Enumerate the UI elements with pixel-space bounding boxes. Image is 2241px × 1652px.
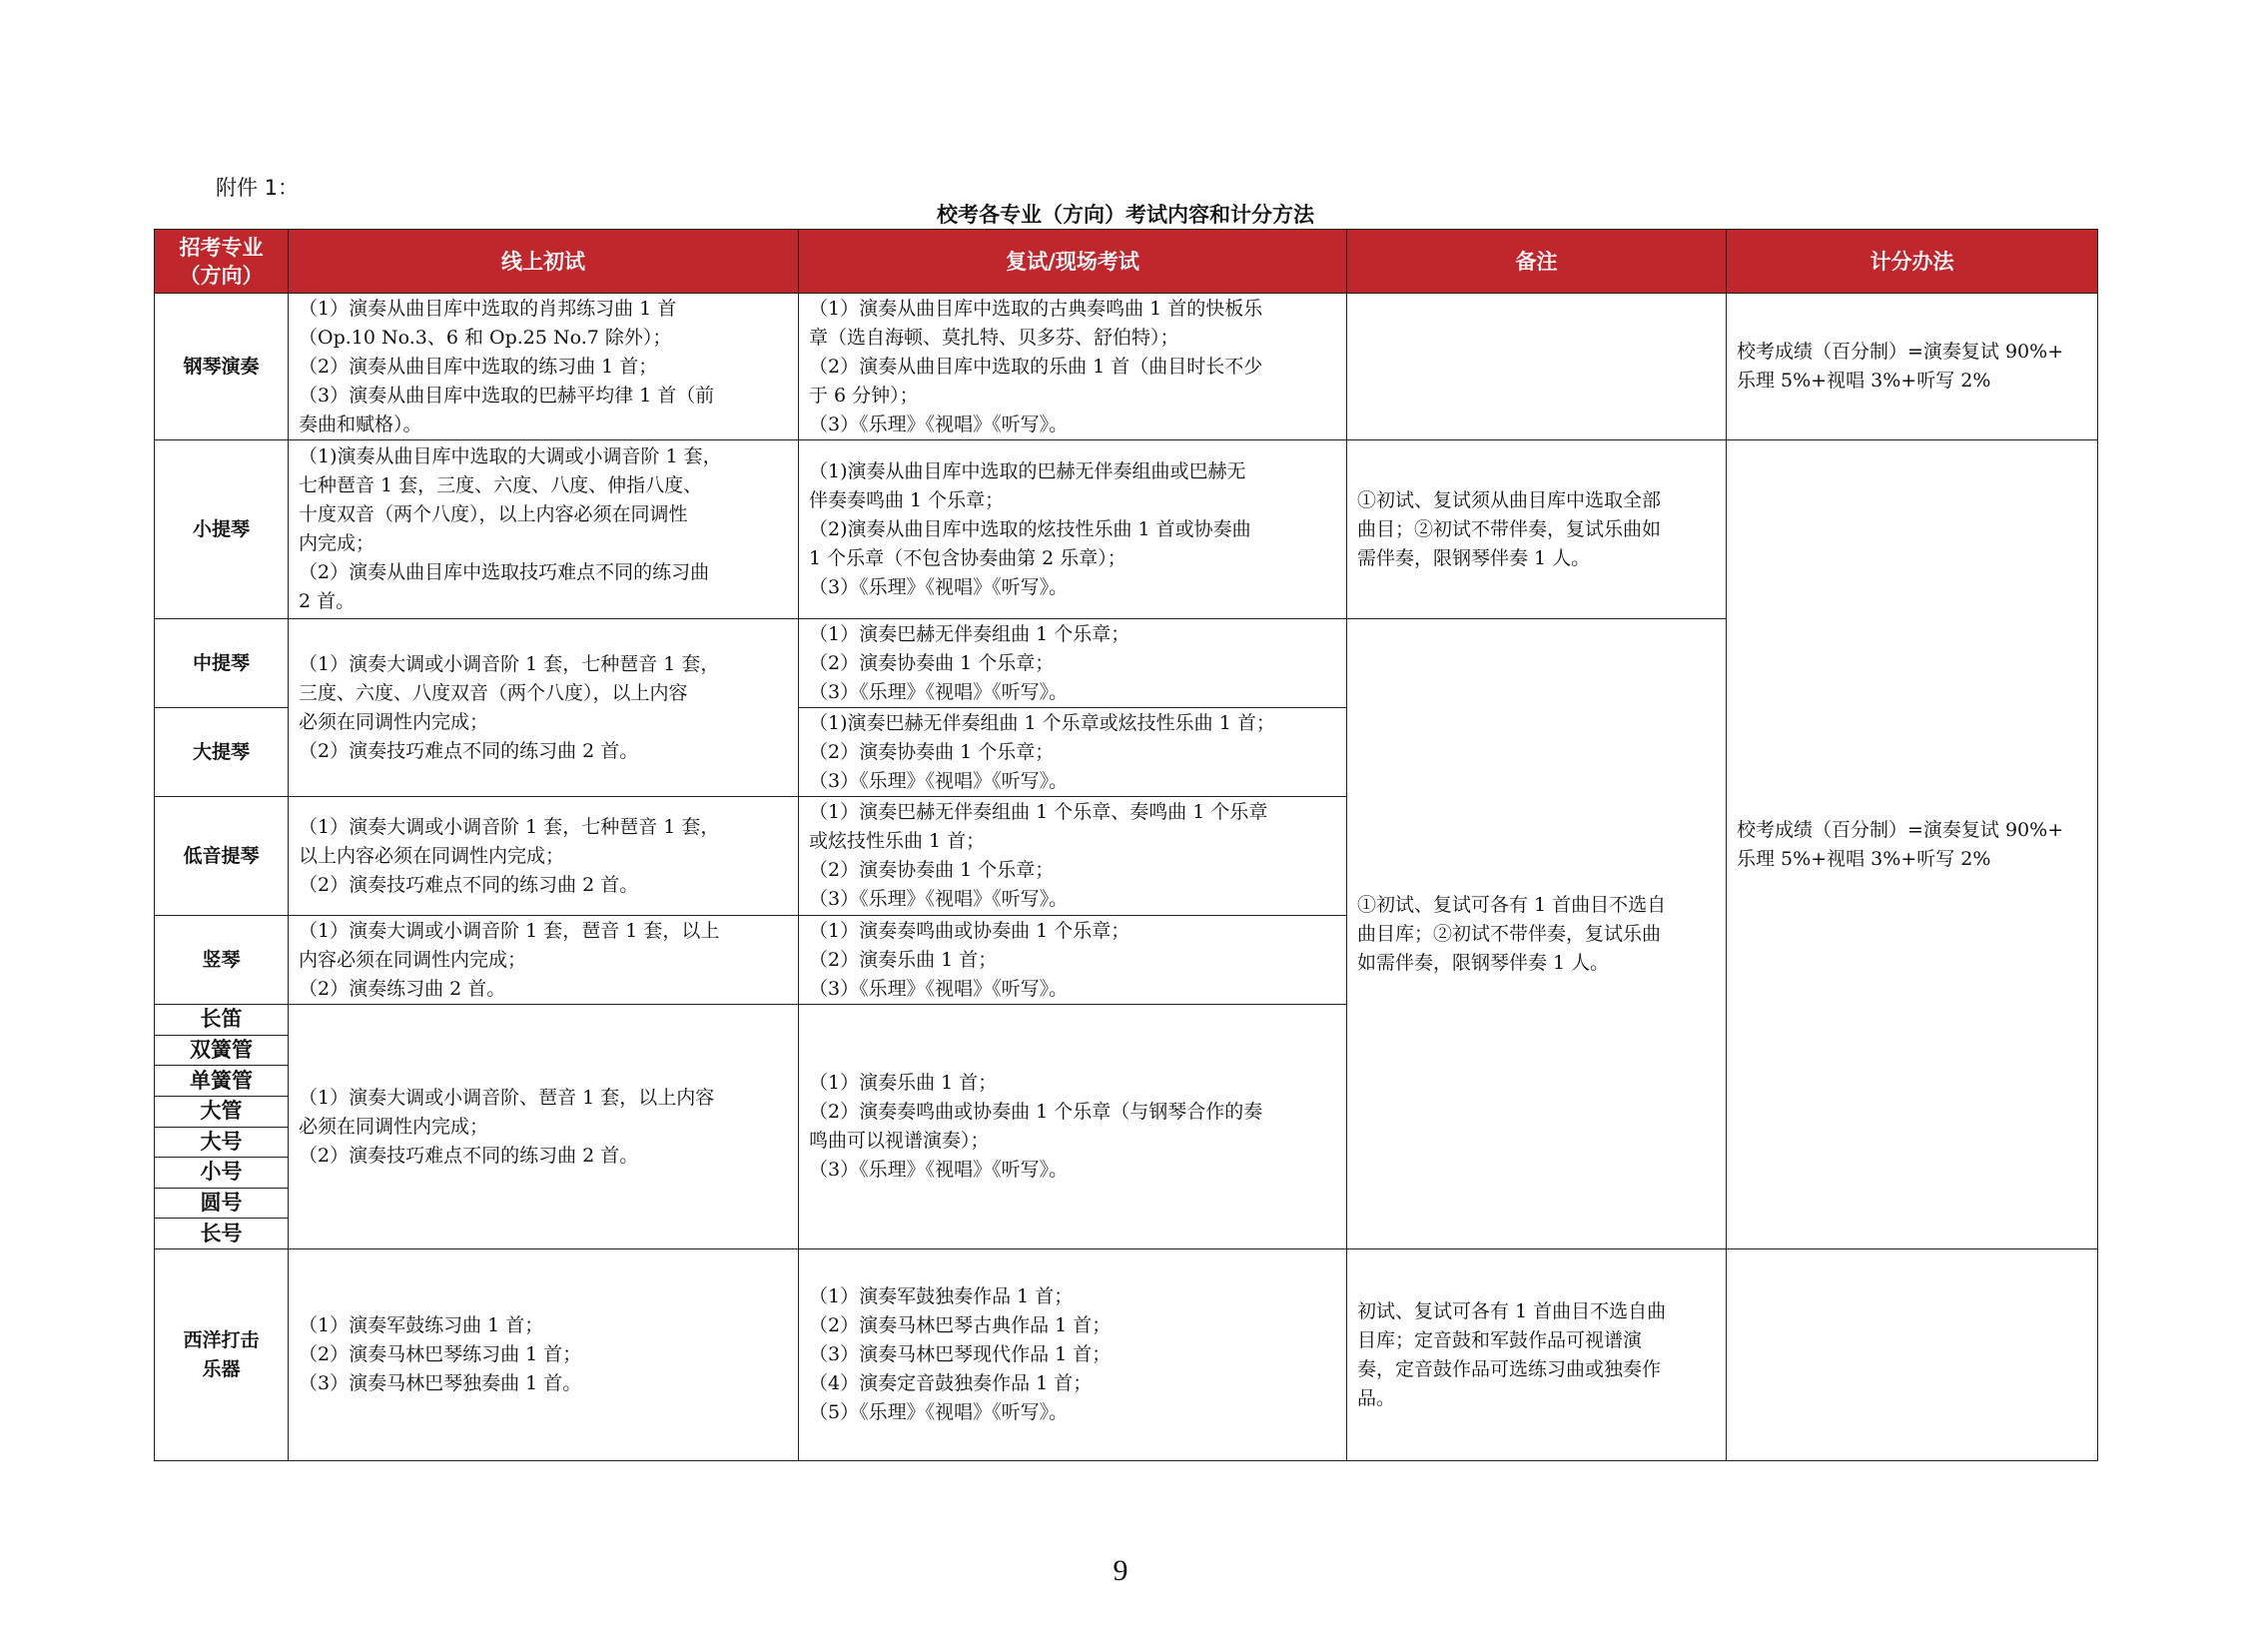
cell-text-line: 品。 [1357,1386,1396,1409]
cell-text-line: （2）演奏协奏曲 1 个乐章； [809,740,1055,763]
online-percussion [289,1249,799,1461]
major-harp: 竖琴 [155,916,289,1005]
cell-text-line: 于 6 分钟）； [809,384,919,407]
major-winds-brass [155,1005,289,1249]
header-online: 线上初试 [289,230,799,294]
cell-text-line: （2）演奏技巧难点不同的练习曲 2 首。 [299,739,639,762]
major-wind-brass-item: 双簧管 [155,1036,288,1067]
major-percussion-line2: 乐器 [202,1357,241,1380]
cell-text-line: （1）演奏从曲目库中选取的肖邦练习曲 1 首 [299,297,677,320]
cell-text-line: 曲目；②初试不带伴奏，复试乐曲如 [1357,517,1662,540]
onsite-double-bass [799,797,1347,916]
online-violin [289,440,799,619]
online-harp [289,916,799,1005]
cell-text-line: 奏曲和赋格）。 [299,413,422,435]
major-wind-brass-item: 小号 [155,1158,288,1189]
cell-text-line: （1）演奏军鼓独奏作品 1 首； [809,1285,1074,1307]
exam-content-table [154,229,2098,1461]
header-major [155,230,289,294]
cell-text-line: （2）演奏马林巴琴古典作品 1 首； [809,1314,1112,1336]
cell-text-line: （2）演奏从曲目库中选取的练习曲 1 首； [299,355,658,378]
cell-text-line: 内容必须在同调性内完成； [299,948,527,971]
cell-text-line: （3）《乐理》《视唱》《听写》。 [809,977,1069,1000]
cell-text-line: （3）演奏马林巴琴现代作品 1 首； [809,1343,1112,1365]
cell-text-line: （2）演奏从曲目库中选取的乐曲 1 首（曲目时长不少 [809,355,1263,378]
major-wind-brass-item: 大号 [155,1128,288,1159]
online-piano [289,294,799,440]
cell-text-line: 校考成绩（百分制）=演奏复试 90%+ [1737,341,2064,363]
cell-text-line: （1)演奏从曲目库中选取的巴赫无伴奏组曲或巴赫无 [809,459,1246,482]
header-score: 计分办法 [1727,230,2098,294]
cell-text-line: （1）演奏大调或小调音阶 1 套，琶音 1 套，以上 [299,919,720,942]
cell-text-line: （1)演奏从曲目库中选取的大调或小调音阶 1 套， [299,445,722,467]
onsite-percussion [799,1249,1347,1461]
major-wind-brass-item: 大管 [155,1097,288,1128]
cell-text-line: 或炫技性乐曲 1 首； [809,830,986,852]
table-header-row [155,230,2098,294]
cell-text-line: 奏，定音鼓作品可选练习曲或独奏作 [1357,1357,1662,1380]
cell-text-line: （2）演奏练习曲 2 首。 [299,977,506,1000]
table-row [155,1249,2098,1461]
note-violin [1347,440,1727,619]
header-note: 备注 [1347,230,1727,294]
cell-text-line: （1）演奏大调或小调音阶、琶音 1 套，以上内容 [299,1086,715,1109]
cell-text-line: （2）演奏奏鸣曲或协奏曲 1 个乐章（与钢琴合作的奏 [809,1101,1263,1123]
cell-text-line: （2）演奏技巧难点不同的练习曲 2 首。 [299,1144,639,1167]
major-piano: 钢琴演奏 [155,294,289,440]
cell-text-line: （3）《乐理》《视唱》《听写》。 [809,413,1069,435]
online-viola-cello [289,619,799,797]
document-title: 校考各专业（方向）考试内容和计分方法 [937,203,1314,227]
cell-text-line: 初试、复试可各有 1 首曲目不选自曲 [1357,1299,1667,1322]
cell-text-line: （2）演奏协奏曲 1 个乐章； [809,859,1055,881]
header-major-line1: 招考专业 [179,235,264,260]
cell-text-line: （2)演奏从曲目库中选取的炫技性乐曲 1 首或协奏曲 [809,517,1251,540]
score-piano [1727,294,2098,440]
cell-text-line: （3）《乐理》《视唱》《听写》。 [809,680,1069,703]
score-strings-winds [1727,440,2098,1249]
cell-text-line: 校考成绩（百分制）=演奏复试 90%+ [1737,818,2064,841]
cell-text-line: （3）《乐理》《视唱》《听写》。 [809,1159,1069,1181]
winds-brass-list [155,1005,288,1248]
cell-text-line: （Op.10 No.3、6 和 Op.25 No.7 除外）； [299,326,672,349]
cell-text-line: （2）演奏从曲目库中选取技巧难点不同的练习曲 [299,561,710,583]
cell-text-line: ①初试、复试须从曲目库中选取全部 [1357,488,1662,511]
cell-text-line: （1）演奏大调或小调音阶 1 套，七种琶音 1 套， [299,652,720,675]
major-wind-brass-item: 长号 [200,1221,243,1245]
major-percussion-line1: 西洋打击 [183,1328,260,1351]
score-percussion [1727,1249,2098,1461]
cell-text-line: （1）演奏巴赫无伴奏组曲 1 个乐章； [809,622,1130,645]
cell-text-line: （3）《乐理》《视唱》《听写》。 [809,888,1069,910]
cell-text-line: （2）演奏协奏曲 1 个乐章； [809,651,1055,674]
table-row [155,294,2098,440]
cell-text-line: （3）《乐理》《视唱》《听写》。 [809,769,1069,792]
online-double-bass [289,797,799,916]
cell-text-line: 曲目库；②初试不带伴奏，复试乐曲 [1357,922,1662,945]
cell-text-line: 十度双音（两个八度），以上内容必须在同调性 [299,503,688,525]
onsite-harp [799,916,1347,1005]
cell-text-line: （1)演奏巴赫无伴奏组曲 1 个乐章或炫技性乐曲 1 首； [809,711,1275,734]
major-violin: 小提琴 [155,440,289,619]
cell-text-line: 乐理 5%+视唱 3%+听写 2% [1737,370,1991,392]
cell-text-line: （1）演奏巴赫无伴奏组曲 1 个乐章、奏鸣曲 1 个乐章 [809,801,1268,823]
cell-text-line: （1）演奏军鼓练习曲 1 首； [299,1314,544,1336]
cell-text-line: ①初试、复试可各有 1 首曲目不选自 [1357,893,1667,916]
cell-text-line: （2）演奏马林巴琴练习曲 1 首； [299,1343,582,1365]
cell-text-line: （4）演奏定音鼓独奏作品 1 首； [809,1372,1093,1394]
note-piano [1347,294,1727,440]
cell-text-line: （1）演奏乐曲 1 首； [809,1072,998,1094]
header-onsite: 复试/现场考试 [799,230,1347,294]
cell-text-line: 伴奏奏鸣曲 1 个乐章； [809,488,1005,511]
cell-text-line: （2）演奏技巧难点不同的练习曲 2 首。 [299,873,639,896]
cell-text-line: （3）《乐理》《视唱》《听写》。 [809,575,1069,598]
cell-text-line: （3）演奏马林巴琴独奏曲 1 首。 [299,1372,582,1394]
major-cello: 大提琴 [155,708,289,797]
cell-text-line: （1）演奏奏鸣曲或协奏曲 1 个乐章； [809,919,1130,942]
major-viola: 中提琴 [155,619,289,708]
cell-text-line: 章（选自海顿、莫扎特、贝多芬、舒伯特）； [809,326,1179,349]
header-major-line2: （方向） [179,263,264,288]
cell-text-line: 乐理 5%+视唱 3%+听写 2% [1737,847,1991,870]
major-double-bass: 低音提琴 [155,797,289,916]
note-strings-winds [1347,619,1727,1249]
table-row [155,440,2098,619]
cell-text-line: （3）演奏从曲目库中选取的巴赫平均律 1 首（前 [299,384,715,407]
online-winds-brass [289,1005,799,1249]
major-wind-brass-item: 圆号 [155,1189,288,1220]
onsite-viola [799,619,1347,708]
cell-text-line: 必须在同调性内完成； [299,1115,489,1138]
cell-text-line: 鸣曲可以视谱演奏）； [809,1130,990,1152]
cell-text-line: （1）演奏大调或小调音阶 1 套，七种琶音 1 套， [299,815,720,838]
cell-text-line: 三度、六度、八度双音（两个八度），以上内容 [299,681,688,704]
major-percussion [155,1249,289,1461]
onsite-winds-brass [799,1005,1347,1249]
major-wind-brass-item: 单簧管 [155,1066,288,1097]
cell-text-line: 内完成； [299,532,375,554]
onsite-piano [799,294,1347,440]
major-wind-brass-item: 长笛 [155,1005,288,1036]
cell-text-line: 以上内容必须在同调性内完成； [299,844,565,867]
cell-text-line: 目库；定音鼓和军鼓作品可视谱演 [1357,1328,1643,1351]
cell-text-line: 必须在同调性内完成； [299,710,489,733]
attachment-label: 附件 1： [216,176,300,200]
cell-text-line: （1）演奏从曲目库中选取的古典奏鸣曲 1 首的快板乐 [809,297,1263,320]
cell-text-line: 需伴奏，限钢琴伴奏 1 人。 [1357,546,1591,569]
cell-text-line: （5）《乐理》《视唱》《听写》。 [809,1401,1069,1423]
cell-text-line: 七种琶音 1 套，三度、六度、八度、伸指八度、 [299,474,703,496]
cell-text-line: 2 首。 [299,590,356,612]
cell-text-line: 1 个乐章（不包含协奏曲第 2 乐章）； [809,546,1126,569]
onsite-violin [799,440,1347,619]
note-percussion [1347,1249,1727,1461]
page-number: 9 [1113,1554,1128,1587]
cell-text-line: （2）演奏乐曲 1 首； [809,948,998,971]
onsite-cello [799,708,1347,797]
cell-text-line: 如需伴奏，限钢琴伴奏 1 人。 [1357,951,1610,974]
